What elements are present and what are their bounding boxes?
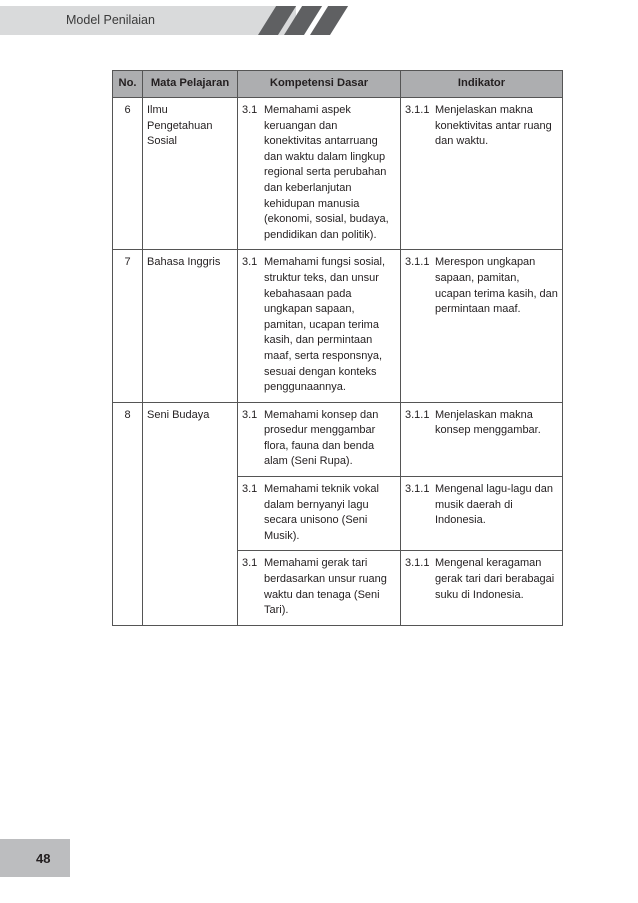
kd-text: Memahami aspek keruangan dan konektivitas antarruang dan waktu dalam lingkup regional serta perubahan dan keberlanjutan kehidupan manusia (ekonomi, sosial, budaya, pendidikan dan politik). bbox=[264, 104, 389, 241]
kd-number: 3.1 bbox=[242, 557, 258, 570]
indicator-number: 3.1.1 bbox=[405, 557, 430, 570]
indicator-text: Merespon ungkapan sapaan, pamitan, ucapan terima kasih, dan permintaan maaf. bbox=[435, 256, 558, 316]
kd-text: Memahami fungsi sosial, struktur teks, dan unsur kebahasaan pada ungkapan sapaan, pamitan, ucapan terima kasih, dan permintaan maaf, serta responsnya, sesuai dengan konteks penggunaannya. bbox=[264, 256, 386, 394]
kd-cell bbox=[238, 250, 401, 402]
indicator-text: Menjelaskan makna konsep menggambar. bbox=[435, 408, 541, 437]
kd-cell bbox=[238, 551, 401, 625]
kd-cell bbox=[238, 98, 401, 250]
running-header-title: Model Penilaian bbox=[66, 13, 155, 27]
table-header-row bbox=[113, 71, 563, 98]
kd-number: 3.1 bbox=[242, 483, 258, 496]
indicator-cell bbox=[401, 250, 563, 402]
indicator-number: 3.1.1 bbox=[405, 408, 430, 421]
indicator-number: 3.1.1 bbox=[405, 104, 430, 116]
table-row bbox=[113, 98, 563, 250]
indicator-text: Mengenal keragaman gerak tari dari berabagai suku di Indonesia. bbox=[435, 557, 555, 601]
indicator-number: 3.1.1 bbox=[405, 483, 430, 496]
row-number: 6 bbox=[113, 98, 143, 250]
subject-cell: Seni Budaya bbox=[143, 402, 238, 625]
row-number: 8 bbox=[113, 402, 143, 625]
column-header-kd: Kompetensi Dasar bbox=[238, 71, 401, 98]
kd-number: 3.1 bbox=[242, 408, 258, 421]
column-header-subject: Mata Pelajaran bbox=[143, 71, 238, 98]
column-header-indicator: Indikator bbox=[401, 71, 563, 98]
kd-cell bbox=[238, 477, 401, 551]
indicator-cell bbox=[401, 402, 563, 476]
page-number: 48 bbox=[36, 851, 51, 866]
kd-number: 3.1 bbox=[242, 104, 258, 116]
competency-table bbox=[112, 70, 563, 626]
indicator-number: 3.1.1 bbox=[405, 256, 430, 269]
indicator-text: Menjelaskan makna konektivitas antar ruang dan waktu. bbox=[435, 104, 552, 148]
running-header bbox=[0, 6, 296, 35]
kd-text: Memahami konsep dan prosedur menggambar flora, fauna dan benda alam (Seni Rupa). bbox=[264, 408, 379, 468]
column-header-no: No. bbox=[113, 71, 143, 98]
subject-cell: Ilmu Pengetahuan Sosial bbox=[143, 98, 238, 250]
kd-text: Memahami gerak tari berdasarkan unsur ruang waktu dan tenaga (Seni Tari). bbox=[264, 557, 387, 617]
indicator-cell bbox=[401, 98, 563, 250]
indicator-text: Mengenal lagu-lagu dan musik daerah di Indonesia. bbox=[435, 483, 554, 527]
subject-cell: Bahasa Inggris bbox=[143, 250, 238, 402]
kd-number: 3.1 bbox=[242, 256, 258, 269]
table-row bbox=[113, 402, 563, 476]
indicator-cell bbox=[401, 551, 563, 625]
table-row bbox=[113, 250, 563, 402]
row-number: 7 bbox=[113, 250, 143, 402]
indicator-cell bbox=[401, 477, 563, 551]
page-number-box bbox=[0, 839, 70, 877]
kd-cell bbox=[238, 402, 401, 476]
kd-text: Memahami teknik vokal dalam bernyanyi lagu secara unisono (Seni Musik). bbox=[264, 483, 379, 542]
